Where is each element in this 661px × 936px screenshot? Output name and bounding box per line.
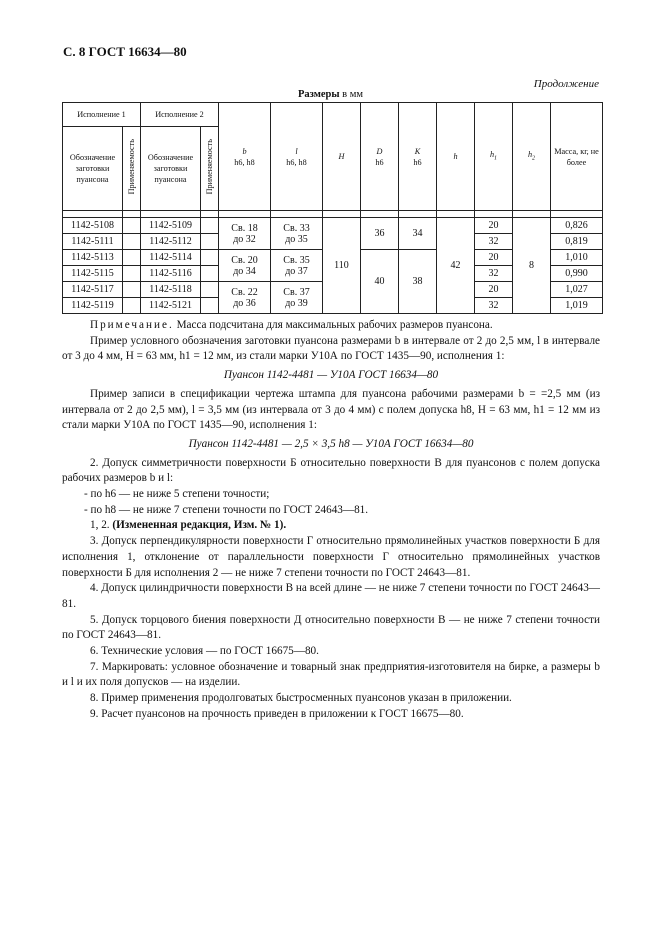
table-note: Примечание. Масса подсчитана для максимальных рабочих размеров пуансона. <box>90 319 493 331</box>
designation-1: 1142-5115 <box>63 266 123 282</box>
mass-value: 0,819 <box>551 234 603 250</box>
designation-2: 1142-5116 <box>141 266 201 282</box>
mass-value: 1,027 <box>551 282 603 298</box>
table-row <box>63 218 603 234</box>
col-h-header: h <box>437 103 475 211</box>
applicability-header-1: Применяемость <box>123 127 141 211</box>
col-D-header: D h6 <box>361 103 399 211</box>
designation-1: 1142-5119 <box>63 298 123 314</box>
col-l-header: l h6, h8 <box>271 103 323 211</box>
clause-9: 9. Расчет пуансонов на прочность приведен в приложении к ГОСТ 16675—80. <box>90 707 464 720</box>
designation-2: 1142-5121 <box>141 298 201 314</box>
group-header-2: Исполнение 2 <box>141 103 219 127</box>
D-value: 36 <box>361 218 399 250</box>
K-value: 38 <box>399 250 437 314</box>
units-rest: в мм <box>339 89 364 100</box>
col-h1-header: $h_1$ <box>475 103 513 211</box>
H-value: 110 <box>323 218 361 314</box>
designation-example: Пример условного обозначения заготовки пуансона размерами b в интервале от 2 до 2,5 мм, l в интервале от 3 до 4 мм, H = 63 мм, h1 = 12 мм, из стали марки У10А по ГОСТ 1435—90, исполнения 1: <box>62 334 600 363</box>
designation-header-1: Обозначение заготовки пуансона <box>63 127 123 211</box>
col-b-header: b h6, h8 <box>219 103 271 211</box>
body-text <box>62 318 600 723</box>
clause-8: 8. Пример применения продолговатых быстросменных пуансонов указан в приложении. <box>90 692 512 705</box>
D-value: 40 <box>361 250 399 314</box>
col-H-header: H <box>323 103 361 211</box>
continuation-label: Продолжение <box>533 78 599 90</box>
designation-formula-1: Пуансон 1142-4481 — У10А ГОСТ 16634—80 <box>223 369 439 382</box>
col-h2-header: $h_2$ <box>513 103 551 211</box>
l-range: Св. 35 до 37 <box>271 250 323 282</box>
designation-1: 1142-5113 <box>63 250 123 266</box>
mass-value: 0,990 <box>551 266 603 282</box>
l-range: Св. 33 до 35 <box>271 218 323 250</box>
h1-value: 20 <box>475 282 513 298</box>
clause-2: 2. Допуск симметричности поверхности Б относительно поверхности В для пуансонов с полем допуска рабочих размеров b и l: <box>62 456 600 485</box>
amendment-note: 1, 2. (Измененная редакция, Изм. № 1). <box>90 519 287 532</box>
applicability-header-2: Применяемость <box>201 127 219 211</box>
units-bold: Размеры <box>297 89 340 100</box>
clause-6: 6. Технические условия — по ГОСТ 16675—80. <box>90 645 319 658</box>
b-range: Св. 18 до 32 <box>219 218 271 250</box>
h1-value: 32 <box>475 234 513 250</box>
h2-value: 8 <box>513 218 551 314</box>
clause-3: 3. Допуск перпендикулярности поверхности Г относительно прямолинейных участков поверхности Б для исполнения 1, отклонение от параллельности поверхности Г относительно прямолинейных участков поверхности Б для исполнения 2 — не ниже 7 степени точности по ГОСТ 24643—81. <box>62 535 600 579</box>
mass-value: 1,019 <box>551 298 603 314</box>
clause-2-item-h8: - по h8 — не ниже 7 степени точности по ГОСТ 24643—81. <box>84 503 369 516</box>
designation-1: 1142-5108 <box>63 218 123 234</box>
h1-value: 20 <box>475 250 513 266</box>
h-value: 42 <box>437 218 475 314</box>
b-range: Св. 22 до 36 <box>219 282 271 314</box>
specification-example: Пример записи в спецификации чертежа штампа для пуансона рабочими размерами b = =2,5 мм (из интервала от 2 до 2,5 мм), l = 3,5 мм (из интервала от 3 до 4 мм) с полем допуска h8, H = 63 мм, h1 = 12 мм из стали марки У10А по ГОСТ 1435—90, исполнения 1: <box>62 387 600 432</box>
col-K-header: K h6 <box>399 103 437 211</box>
designation-2: 1142-5118 <box>141 282 201 298</box>
group-header-1: Исполнение 1 <box>63 103 141 127</box>
designation-1: 1142-5117 <box>63 282 123 298</box>
clause-7: 7. Маркировать: условное обозначение и товарный знак предприятия-изготовителя на бирке, а размеры b и l и их поля допусков — на изделии. <box>62 660 600 689</box>
K-value: 34 <box>399 218 437 250</box>
l-range: Св. 37 до 39 <box>271 282 323 314</box>
b-range: Св. 20 до 34 <box>219 250 271 282</box>
units-caption <box>0 89 661 100</box>
clause-4: 4. Допуск цилиндричности поверхности В на всей длине — не ниже 7 степени точности по ГОСТ 24643—81. <box>62 582 600 610</box>
page-header: С. 8 ГОСТ 16634—80 <box>63 44 187 59</box>
designation-2: 1142-5112 <box>141 234 201 250</box>
dimensions-table <box>62 102 603 314</box>
clause-5: 5. Допуск торцового биения поверхности Д относительно поверхности В — не ниже 7 степени точности по ГОСТ 24643—81. <box>62 613 600 642</box>
h1-value: 32 <box>475 266 513 282</box>
h1-value: 32 <box>475 298 513 314</box>
col-mass-header: Масса, кг, не более <box>551 103 603 211</box>
mass-value: 1,010 <box>551 250 603 266</box>
designation-header-2: Обозначение заготовки пуансона <box>141 127 201 211</box>
designation-2: 1142-5114 <box>141 250 201 266</box>
clause-2-item-h6: - по h6 — не ниже 5 степени точности; <box>84 488 270 501</box>
designation-1: 1142-5111 <box>63 234 123 250</box>
h1-value: 20 <box>475 218 513 234</box>
designation-formula-2: Пуансон 1142-4481 — 2,5 × 3,5 h8 — У10А ГОСТ 16634—80 <box>188 437 474 450</box>
designation-2: 1142-5109 <box>141 218 201 234</box>
mass-value: 0,826 <box>551 218 603 234</box>
